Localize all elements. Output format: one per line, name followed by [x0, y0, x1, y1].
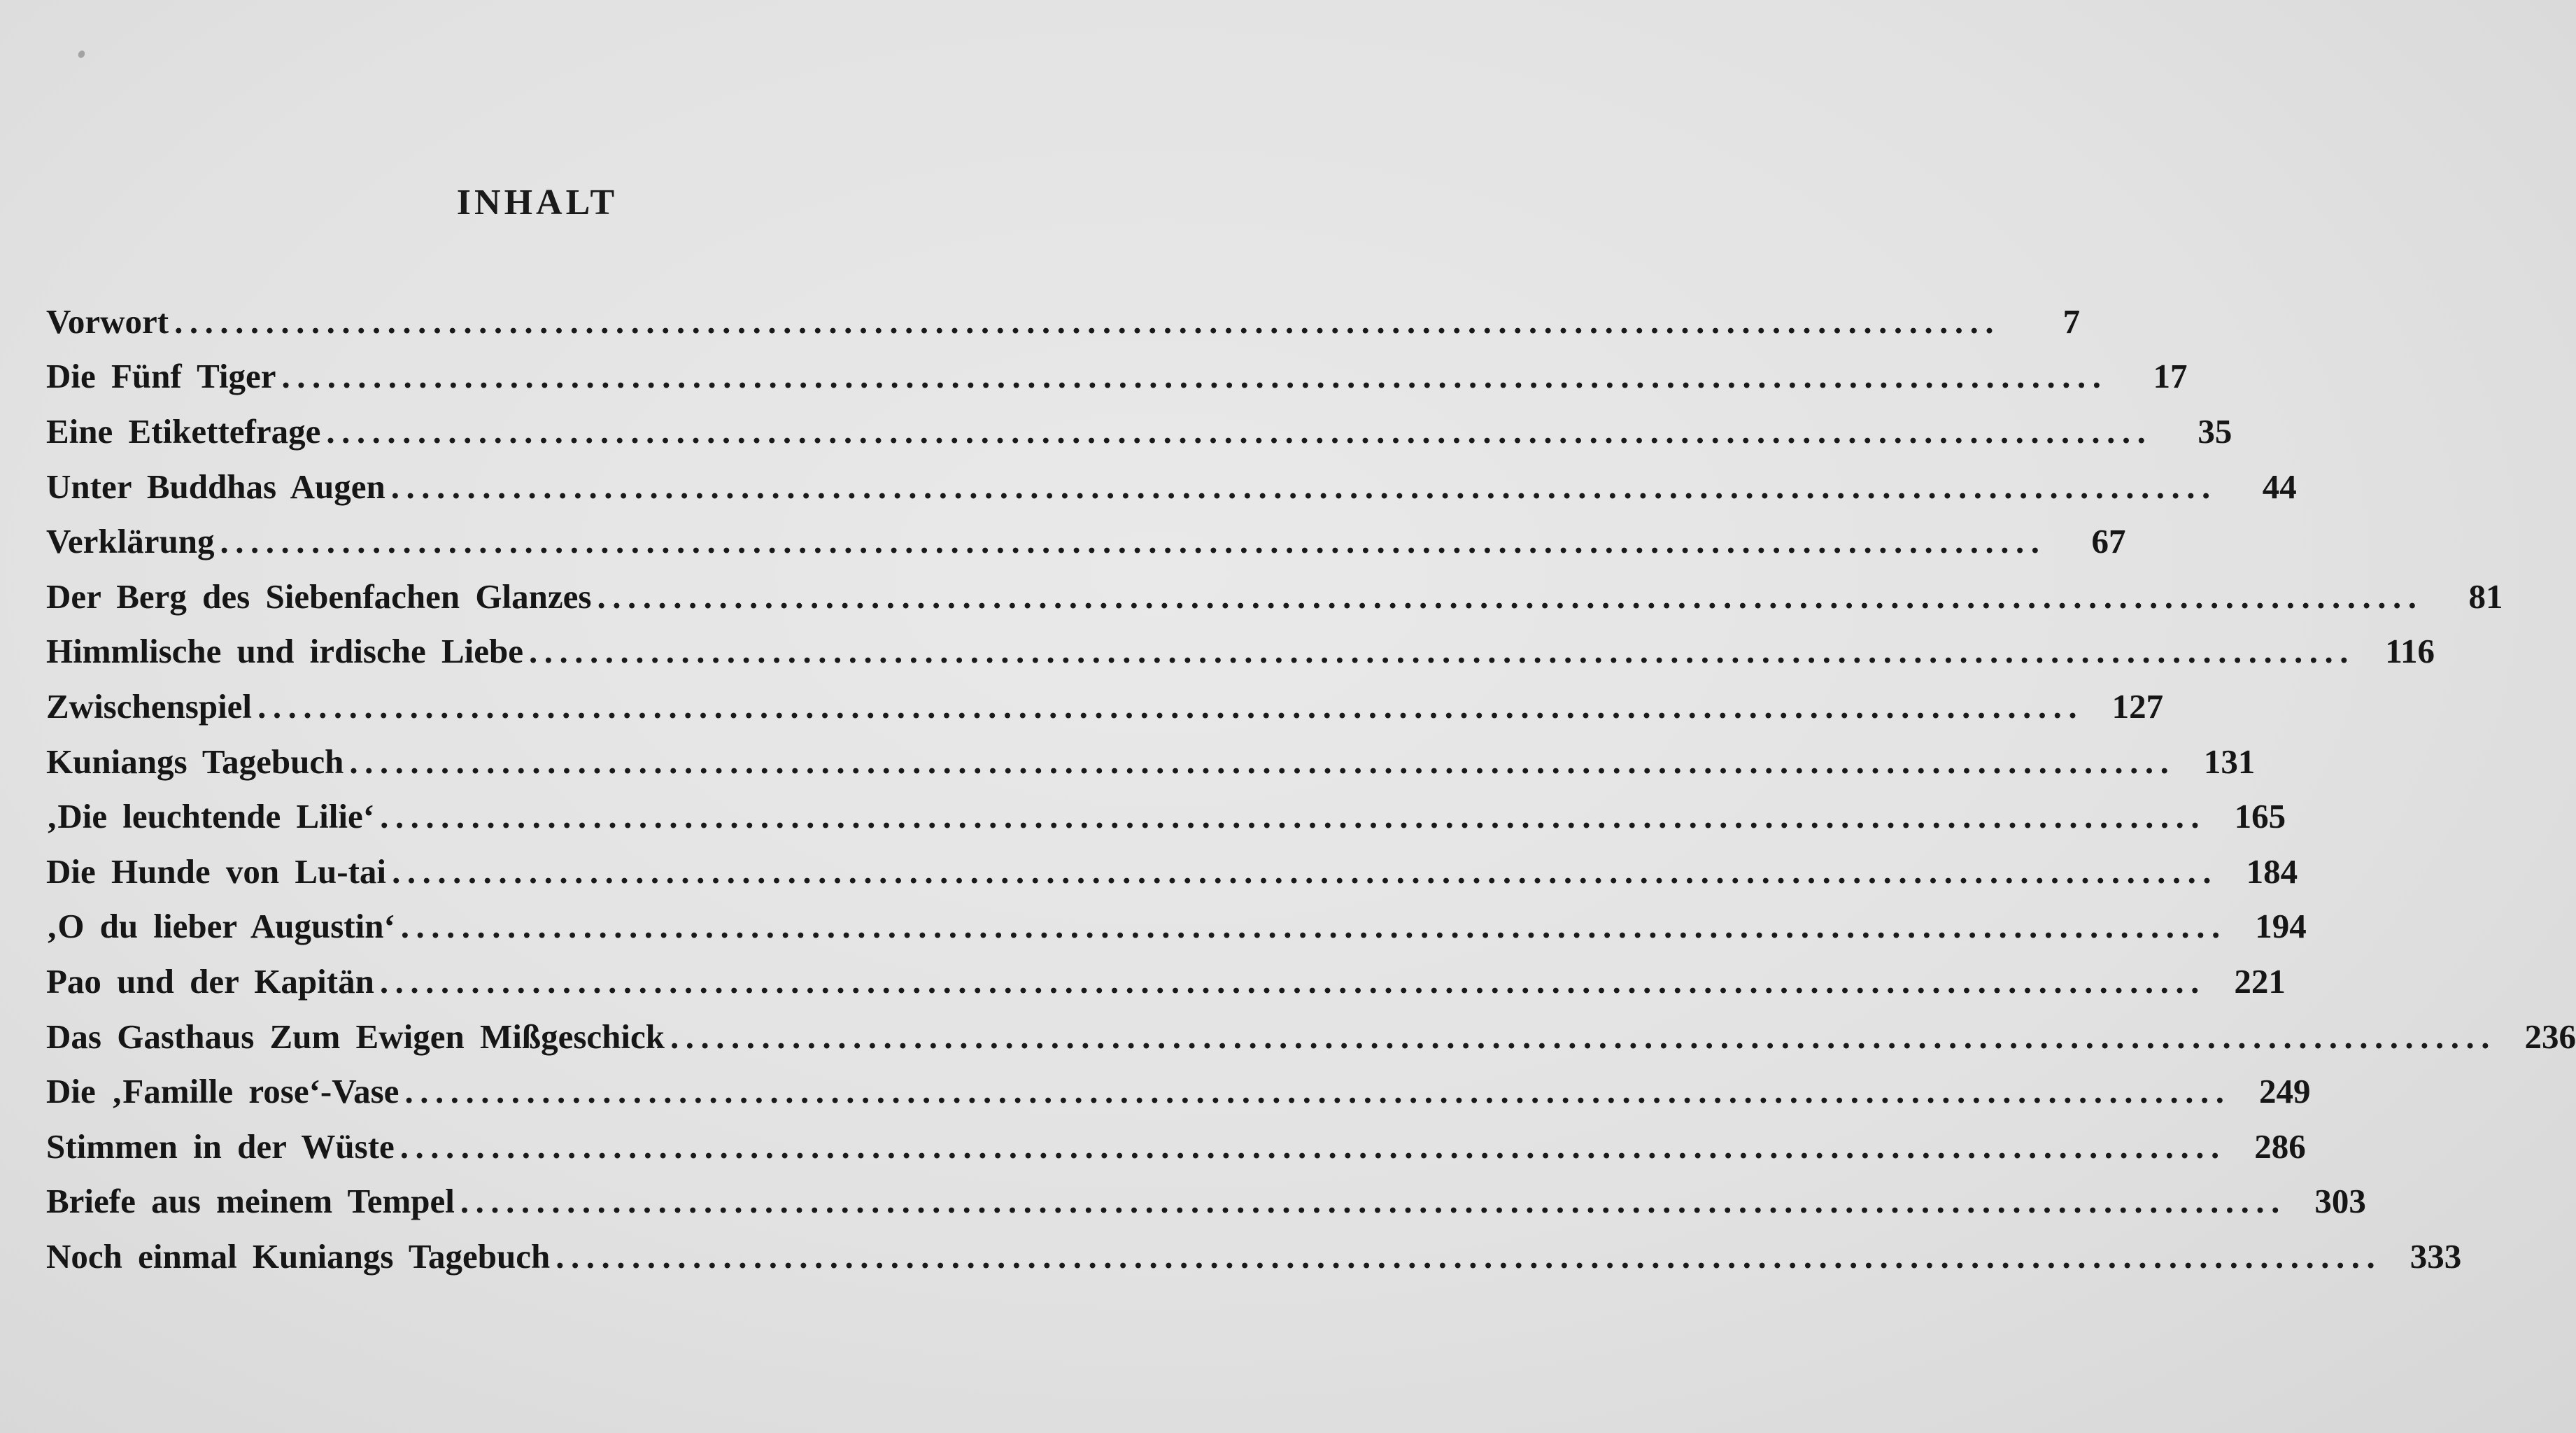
toc-entry — [46, 954, 2286, 1009]
toc-entry-title: Verklärung — [46, 522, 215, 561]
toc-entry — [46, 1229, 2462, 1284]
dot-leader: ........................................................................................................................ — [390, 467, 2217, 506]
toc-entry-title: Himmlische und irdische Liebe — [46, 632, 524, 671]
toc-entry-title: ‚Die leuchtende Lilie‘ — [46, 797, 375, 836]
toc-entry — [46, 679, 2164, 734]
toc-entry — [46, 294, 2081, 349]
toc-page-number: 17 — [2153, 357, 2188, 396]
page-title: INHALT — [456, 183, 618, 223]
toc-entry — [46, 734, 2256, 789]
toc-entry-title: Zwischenspiel — [46, 686, 253, 726]
toc-page-number: 194 — [2255, 907, 2307, 946]
toc-page-number: 333 — [2409, 1236, 2462, 1276]
toc-entry-title: Vorwort — [46, 302, 169, 341]
table-of-contents — [46, 294, 2576, 1284]
toc-entry — [46, 349, 2188, 404]
toc-entry — [46, 899, 2307, 954]
toc-entry-title: ‚O du lieber Augustin‘ — [46, 907, 395, 946]
toc-entry — [46, 1064, 2311, 1119]
toc-entry-title: Kuniangs Tagebuch — [46, 742, 344, 781]
dot-leader: ........................................................................................................................ — [281, 357, 2108, 396]
dot-leader: ........................................................................................................................ — [379, 961, 2206, 1001]
dot-leader: ........................................................................................................................ — [392, 852, 2218, 891]
dot-leader: ........................................................................................................................ — [460, 1182, 2286, 1221]
toc-entry — [46, 1119, 2306, 1174]
dot-leader: ........................................................................................................................ — [257, 686, 2084, 726]
toc-entry — [46, 514, 2126, 569]
toc-entry-title: Noch einmal Kuniangs Tagebuch — [46, 1236, 551, 1276]
toc-entry-title: Pao und der Kapitän — [46, 961, 374, 1001]
dot-leader: ........................................................................................................................ — [399, 1127, 2226, 1166]
dot-leader: ........................................................................................................................ — [326, 411, 2153, 451]
toc-page-number: 81 — [2468, 577, 2503, 616]
dot-leader: ........................................................................................................................ — [670, 1017, 2497, 1056]
dot-leader: ........................................................................................................................ — [400, 907, 2227, 946]
dot-leader: ........................................................................................................................ — [404, 1072, 2231, 1111]
toc-page-number: 67 — [2091, 522, 2126, 561]
toc-entry-title: Der Berg des Siebenfachen Glanzes — [46, 577, 592, 616]
toc-page-number: 249 — [2258, 1072, 2311, 1111]
toc-entry — [46, 404, 2232, 459]
toc-page-number: 221 — [2234, 961, 2286, 1001]
toc-entry-title: Stimmen in der Wüste — [46, 1127, 395, 1166]
toc-entry — [46, 789, 2286, 844]
toc-entry — [46, 569, 2503, 624]
toc-entry — [46, 1174, 2366, 1229]
toc-entry-title: Die Fünf Tiger — [46, 357, 276, 396]
toc-page-number: 116 — [2385, 632, 2435, 671]
dot-leader: ........................................................................................................................ — [555, 1236, 2382, 1276]
dot-leader: ........................................................................................................................ — [597, 577, 2423, 616]
toc-entry-title: Briefe aus meinem Tempel — [46, 1182, 455, 1221]
paper-speck — [77, 50, 86, 59]
toc-page-number: 35 — [2198, 411, 2232, 451]
toc-page-number: 165 — [2234, 797, 2286, 836]
toc-entry — [46, 844, 2298, 899]
dot-leader: ........................................................................................................................ — [349, 742, 2176, 781]
toc-entry-title: Das Gasthaus Zum Ewigen Mißgeschick — [46, 1017, 665, 1056]
toc-entry — [46, 624, 2435, 679]
toc-page-number: 44 — [2262, 467, 2297, 506]
toc-page-number: 131 — [2203, 742, 2256, 781]
toc-page-number: 303 — [2314, 1182, 2366, 1221]
dot-leader: ........................................................................................................................ — [220, 522, 2046, 561]
toc-entry — [46, 459, 2297, 514]
toc-entry-title: Unter Buddhas Augen — [46, 467, 385, 506]
toc-page-number: 286 — [2254, 1127, 2306, 1166]
toc-page-number: 7 — [2062, 302, 2081, 341]
toc-entry-title: Die ‚Famille rose‘-Vase — [46, 1072, 399, 1111]
toc-page-number: 236 — [2524, 1017, 2576, 1056]
dot-leader: ........................................................................................................................ — [174, 302, 2001, 341]
toc-entry — [46, 1009, 2576, 1064]
toc-entry-title: Eine Etikettefrage — [46, 411, 321, 451]
dot-leader: ........................................................................................................................ — [380, 797, 2207, 836]
toc-entry-title: Die Hunde von Lu-tai — [46, 852, 387, 891]
dot-leader: ........................................................................................................................ — [529, 632, 2356, 671]
toc-page-number: 184 — [2246, 852, 2298, 891]
toc-page-number: 127 — [2111, 686, 2164, 726]
